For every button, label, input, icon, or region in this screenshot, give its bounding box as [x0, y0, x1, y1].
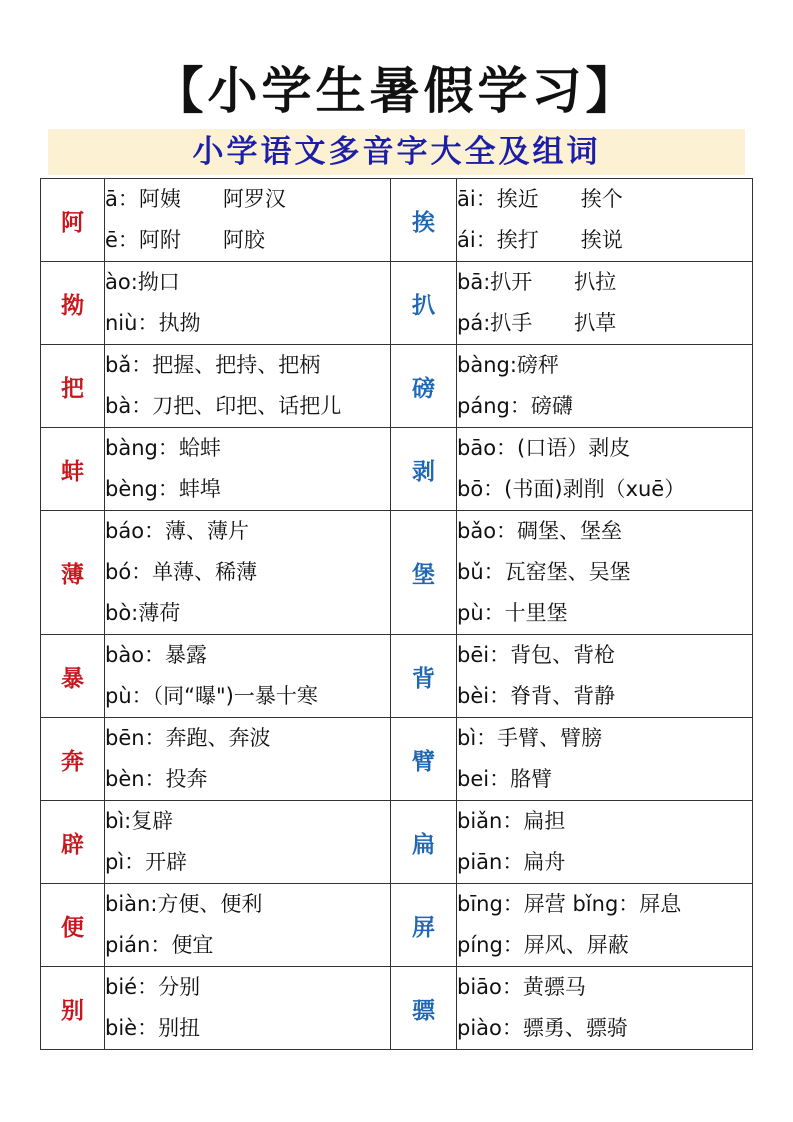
reading-line: bò:薄荷: [105, 601, 181, 625]
readings-cell: [457, 262, 753, 345]
polyphone-character: 薄: [41, 511, 105, 635]
polyphone-character: 堡: [391, 511, 457, 635]
reading-line: pù：十里堡: [457, 601, 568, 625]
reading-line: bào：暴露: [105, 643, 208, 667]
reading-line: niù：执拗: [105, 311, 201, 335]
reading-line: pá:扒手 扒草: [457, 311, 617, 335]
readings-cell: [105, 635, 391, 718]
polyphone-character: 拗: [41, 262, 105, 345]
polyphone-character: 奔: [41, 718, 105, 801]
polyphone-character: 便: [41, 884, 105, 967]
readings-cell: [457, 179, 753, 262]
reading-line: bīng：屏营 bǐng：屏息: [457, 892, 682, 916]
reading-line: bèng：蚌埠: [105, 477, 221, 501]
reading-line: bō：(书面)剥削（xuē）: [457, 477, 686, 501]
reading-line: pù：（同“曝")一暴十寒: [105, 684, 318, 708]
polyphone-character: 磅: [391, 345, 457, 428]
readings-cell: [105, 428, 391, 511]
reading-line: báo：薄、薄片: [105, 519, 250, 543]
reading-line: píng：屏风、屏蔽: [457, 933, 629, 957]
polyphone-table: [40, 178, 753, 1050]
readings-cell: [105, 179, 391, 262]
page-title: 【小学生暑假学习】: [153, 61, 640, 120]
reading-line: bié：分别: [105, 975, 201, 999]
table-row: [41, 179, 753, 262]
reading-line: pián：便宜: [105, 933, 214, 957]
reading-line: biè：别扭: [105, 1016, 201, 1040]
table-row: [41, 635, 753, 718]
table-row: [41, 262, 753, 345]
reading-line: āi：挨近 挨个: [457, 187, 623, 211]
polyphone-character: 别: [41, 967, 105, 1050]
readings-cell: [105, 262, 391, 345]
polyphone-character: 蚌: [41, 428, 105, 511]
polyphone-character: 挨: [391, 179, 457, 262]
readings-cell: [457, 718, 753, 801]
reading-line: bā:扒开 扒拉: [457, 270, 617, 294]
polyphone-character: 把: [41, 345, 105, 428]
reading-line: bǔ：瓦窑堡、吴堡: [457, 560, 631, 584]
readings-cell: [105, 345, 391, 428]
polyphone-character: 屏: [391, 884, 457, 967]
readings-cell: [457, 801, 753, 884]
polyphone-character: 辟: [41, 801, 105, 884]
reading-line: bāo：(口语）剥皮: [457, 436, 631, 460]
readings-cell: [457, 884, 753, 967]
reading-line: bǎ：把握、把持、把柄: [105, 353, 321, 377]
reading-line: ái：挨打 挨说: [457, 228, 623, 252]
table-row: [41, 884, 753, 967]
reading-line: bì：手臂、臂膀: [457, 726, 603, 750]
readings-cell: [457, 428, 753, 511]
table-row: [41, 967, 753, 1050]
readings-cell: [105, 884, 391, 967]
reading-line: ào:拗口: [105, 270, 180, 294]
readings-cell: [457, 511, 753, 635]
table-row: [41, 801, 753, 884]
reading-line: bó：单薄、稀薄: [105, 560, 258, 584]
reading-line: biàn:方便、便利: [105, 892, 263, 916]
polyphone-character: 臂: [391, 718, 457, 801]
table-row: [41, 718, 753, 801]
reading-line: ē：阿附 阿胶: [105, 228, 265, 252]
table-row: [41, 511, 753, 635]
readings-cell: [457, 635, 753, 718]
readings-cell: [105, 511, 391, 635]
reading-line: pì：开辟: [105, 850, 188, 874]
reading-line: bǎo：碉堡、堡垒: [457, 519, 623, 543]
reading-line: bàng：蛤蚌: [105, 436, 221, 460]
reading-line: páng：磅礴: [457, 394, 573, 418]
table-row: [41, 428, 753, 511]
reading-line: piān：扁舟: [457, 850, 566, 874]
reading-line: bēn：奔跑、奔波: [105, 726, 271, 750]
reading-line: ā：阿姨 阿罗汉: [105, 187, 286, 211]
polyphone-character: 暴: [41, 635, 105, 718]
reading-line: bà：刀把、印把、话把儿: [105, 394, 342, 418]
polyphone-character: 扁: [391, 801, 457, 884]
reading-line: bèn：投奔: [105, 767, 208, 791]
table-row: [41, 345, 753, 428]
reading-line: bēi：背包、背枪: [457, 643, 616, 667]
readings-cell: [105, 967, 391, 1050]
readings-cell: [457, 967, 753, 1050]
reading-line: biǎn：扁担: [457, 809, 566, 833]
reading-line: bei：胳臂: [457, 767, 553, 791]
page-subtitle: 小学语文多音字大全及组词: [192, 134, 601, 170]
reading-line: piào：骠勇、骠骑: [457, 1016, 628, 1040]
polyphone-character: 背: [391, 635, 457, 718]
polyphone-character: 阿: [41, 179, 105, 262]
reading-line: bì:复辟: [105, 809, 174, 833]
readings-cell: [105, 718, 391, 801]
reading-line: biāo：黄骠马: [457, 975, 586, 999]
polyphone-character: 扒: [391, 262, 457, 345]
polyphone-character: 剥: [391, 428, 457, 511]
readings-cell: [457, 345, 753, 428]
reading-line: bàng:磅秤: [457, 353, 559, 377]
polyphone-character: 骠: [391, 967, 457, 1050]
readings-cell: [105, 801, 391, 884]
reading-line: bèi：脊背、背静: [457, 684, 616, 708]
